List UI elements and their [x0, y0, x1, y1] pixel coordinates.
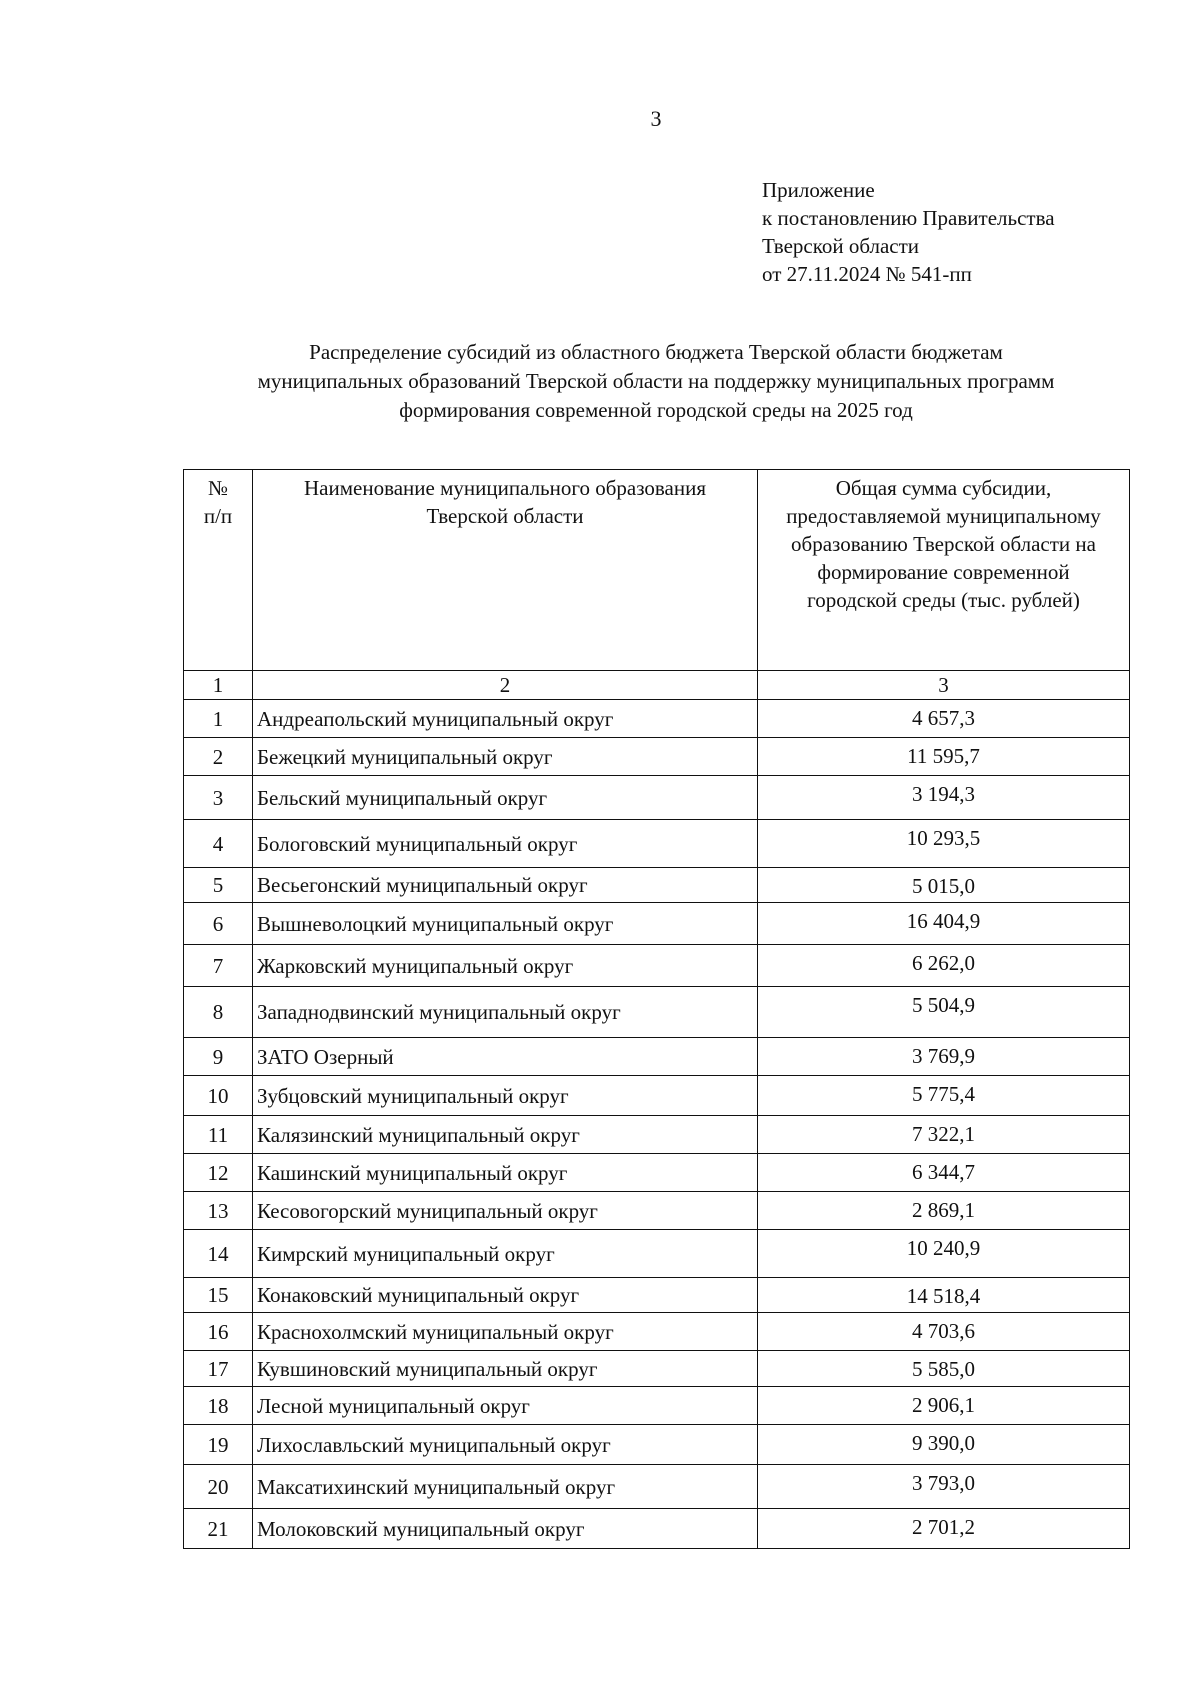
row-number: 9 [184, 1038, 253, 1076]
header-text: Тверской области [426, 504, 584, 528]
header-text: № [207, 476, 229, 500]
header-text: формирование современной [817, 560, 1070, 584]
row-number: 4 [184, 820, 253, 868]
municipality-name: Андреапольский муниципальный округ [253, 700, 758, 738]
municipality-name: Бельский муниципальный округ [253, 776, 758, 820]
row-number: 16 [184, 1313, 253, 1351]
row-number: 10 [184, 1076, 253, 1116]
municipality-name: Бологовский муниципальный округ [253, 820, 758, 868]
column-number: 2 [253, 671, 758, 700]
row-number: 1 [184, 700, 253, 738]
municipality-name: Кимрский муниципальный округ [253, 1230, 758, 1278]
row-number: 17 [184, 1351, 253, 1387]
subsidy-amount: 10 293,5 [758, 820, 1130, 868]
appendix-block [762, 176, 1055, 288]
table-row [184, 868, 1130, 903]
document-title [200, 338, 1112, 425]
title-line: формирования современной городской среды на 2025 год [399, 398, 913, 422]
header-name [253, 470, 758, 671]
header-text: Общая сумма субсидии, [835, 476, 1052, 500]
municipality-name: Лесной муниципальный округ [253, 1387, 758, 1425]
row-number: 5 [184, 868, 253, 903]
table-row [184, 1425, 1130, 1465]
municipality-name: Бежецкий муниципальный округ [253, 738, 758, 776]
table-row [184, 820, 1130, 868]
table-row [184, 1465, 1130, 1509]
municipality-name: Весьегонский муниципальный округ [253, 868, 758, 903]
municipality-name: Калязинский муниципальный округ [253, 1116, 758, 1154]
subsidy-amount: 14 518,4 [758, 1278, 1130, 1313]
header-sum [758, 470, 1130, 671]
header-text: Наименование муниципального образования [304, 476, 706, 500]
subsidy-amount: 10 240,9 [758, 1230, 1130, 1278]
table-row [184, 1076, 1130, 1116]
table-row [184, 1192, 1130, 1230]
municipality-name: Зубцовский муниципальный округ [253, 1076, 758, 1116]
table-row [184, 738, 1130, 776]
row-number: 7 [184, 945, 253, 987]
table-row [184, 776, 1130, 820]
subsidy-amount: 2 701,2 [758, 1509, 1130, 1549]
municipality-name: Западнодвинский муниципальный округ [253, 987, 758, 1038]
header-number [184, 470, 253, 671]
table-row [184, 1230, 1130, 1278]
table-row [184, 903, 1130, 945]
subsidy-amount: 9 390,0 [758, 1425, 1130, 1465]
subsidy-amount: 2 869,1 [758, 1192, 1130, 1230]
subsidy-amount: 5 775,4 [758, 1076, 1130, 1116]
title-line: Распределение субсидий из областного бюджета Тверской области бюджетам [309, 340, 1003, 364]
table-row [184, 1351, 1130, 1387]
subsidy-amount: 2 906,1 [758, 1387, 1130, 1425]
municipality-name: Краснохолмский муниципальный округ [253, 1313, 758, 1351]
table-row [184, 1154, 1130, 1192]
table-row [184, 945, 1130, 987]
municipality-name: Кувшиновский муниципальный округ [253, 1351, 758, 1387]
table-row [184, 1038, 1130, 1076]
table-row [184, 700, 1130, 738]
appendix-line: Приложение [762, 178, 875, 202]
municipality-name: Лихославльский муниципальный округ [253, 1425, 758, 1465]
table-row [184, 1387, 1130, 1425]
table-header-row [184, 470, 1130, 671]
subsidy-amount: 16 404,9 [758, 903, 1130, 945]
header-text: п/п [203, 504, 233, 528]
row-number: 3 [184, 776, 253, 820]
municipality-name: Максатихинский муниципальный округ [253, 1465, 758, 1509]
row-number: 11 [184, 1116, 253, 1154]
table-row [184, 1278, 1130, 1313]
header-text: образованию Тверской области на [791, 532, 1096, 556]
subsidy-amount: 4 657,3 [758, 700, 1130, 738]
appendix-line: к постановлению Правительства [762, 206, 1055, 230]
municipality-name: ЗАТО Озерный [253, 1038, 758, 1076]
municipality-name: Кашинский муниципальный округ [253, 1154, 758, 1192]
header-text: предоставляемой муниципальному [786, 504, 1101, 528]
row-number: 14 [184, 1230, 253, 1278]
row-number: 20 [184, 1465, 253, 1509]
row-number: 15 [184, 1278, 253, 1313]
row-number: 13 [184, 1192, 253, 1230]
subsidies-table [183, 469, 1130, 1549]
subsidy-amount: 6 262,0 [758, 945, 1130, 987]
column-number-row [184, 671, 1130, 700]
municipality-name: Конаковский муниципальный округ [253, 1278, 758, 1313]
column-number: 3 [758, 671, 1130, 700]
municipality-name: Вышневолоцкий муниципальный округ [253, 903, 758, 945]
row-number: 19 [184, 1425, 253, 1465]
row-number: 2 [184, 738, 253, 776]
subsidy-amount: 3 793,0 [758, 1465, 1130, 1509]
row-number: 18 [184, 1387, 253, 1425]
page-number: 3 [650, 106, 662, 131]
row-number: 6 [184, 903, 253, 945]
table-row [184, 987, 1130, 1038]
municipality-name: Кесовогорский муниципальный округ [253, 1192, 758, 1230]
header-text: городской среды (тыс. рублей) [807, 588, 1080, 612]
row-number: 8 [184, 987, 253, 1038]
subsidy-amount: 5 504,9 [758, 987, 1130, 1038]
row-number: 21 [184, 1509, 253, 1549]
subsidy-amount: 5 585,0 [758, 1351, 1130, 1387]
municipality-name: Молоковский муниципальный округ [253, 1509, 758, 1549]
subsidy-amount: 4 703,6 [758, 1313, 1130, 1351]
table-row [184, 1509, 1130, 1549]
column-number: 1 [184, 671, 253, 700]
table-row [184, 1313, 1130, 1351]
subsidy-amount: 3 769,9 [758, 1038, 1130, 1076]
appendix-line: от 27.11.2024 № 541-пп [762, 262, 972, 286]
subsidy-amount: 6 344,7 [758, 1154, 1130, 1192]
appendix-line: Тверской области [762, 234, 920, 258]
subsidy-amount: 11 595,7 [758, 738, 1130, 776]
table-row [184, 1116, 1130, 1154]
title-line: муниципальных образований Тверской области на поддержку муниципальных программ [257, 369, 1055, 393]
subsidy-amount: 3 194,3 [758, 776, 1130, 820]
row-number: 12 [184, 1154, 253, 1192]
municipality-name: Жарковский муниципальный округ [253, 945, 758, 987]
subsidy-amount: 7 322,1 [758, 1116, 1130, 1154]
subsidy-amount: 5 015,0 [758, 868, 1130, 903]
